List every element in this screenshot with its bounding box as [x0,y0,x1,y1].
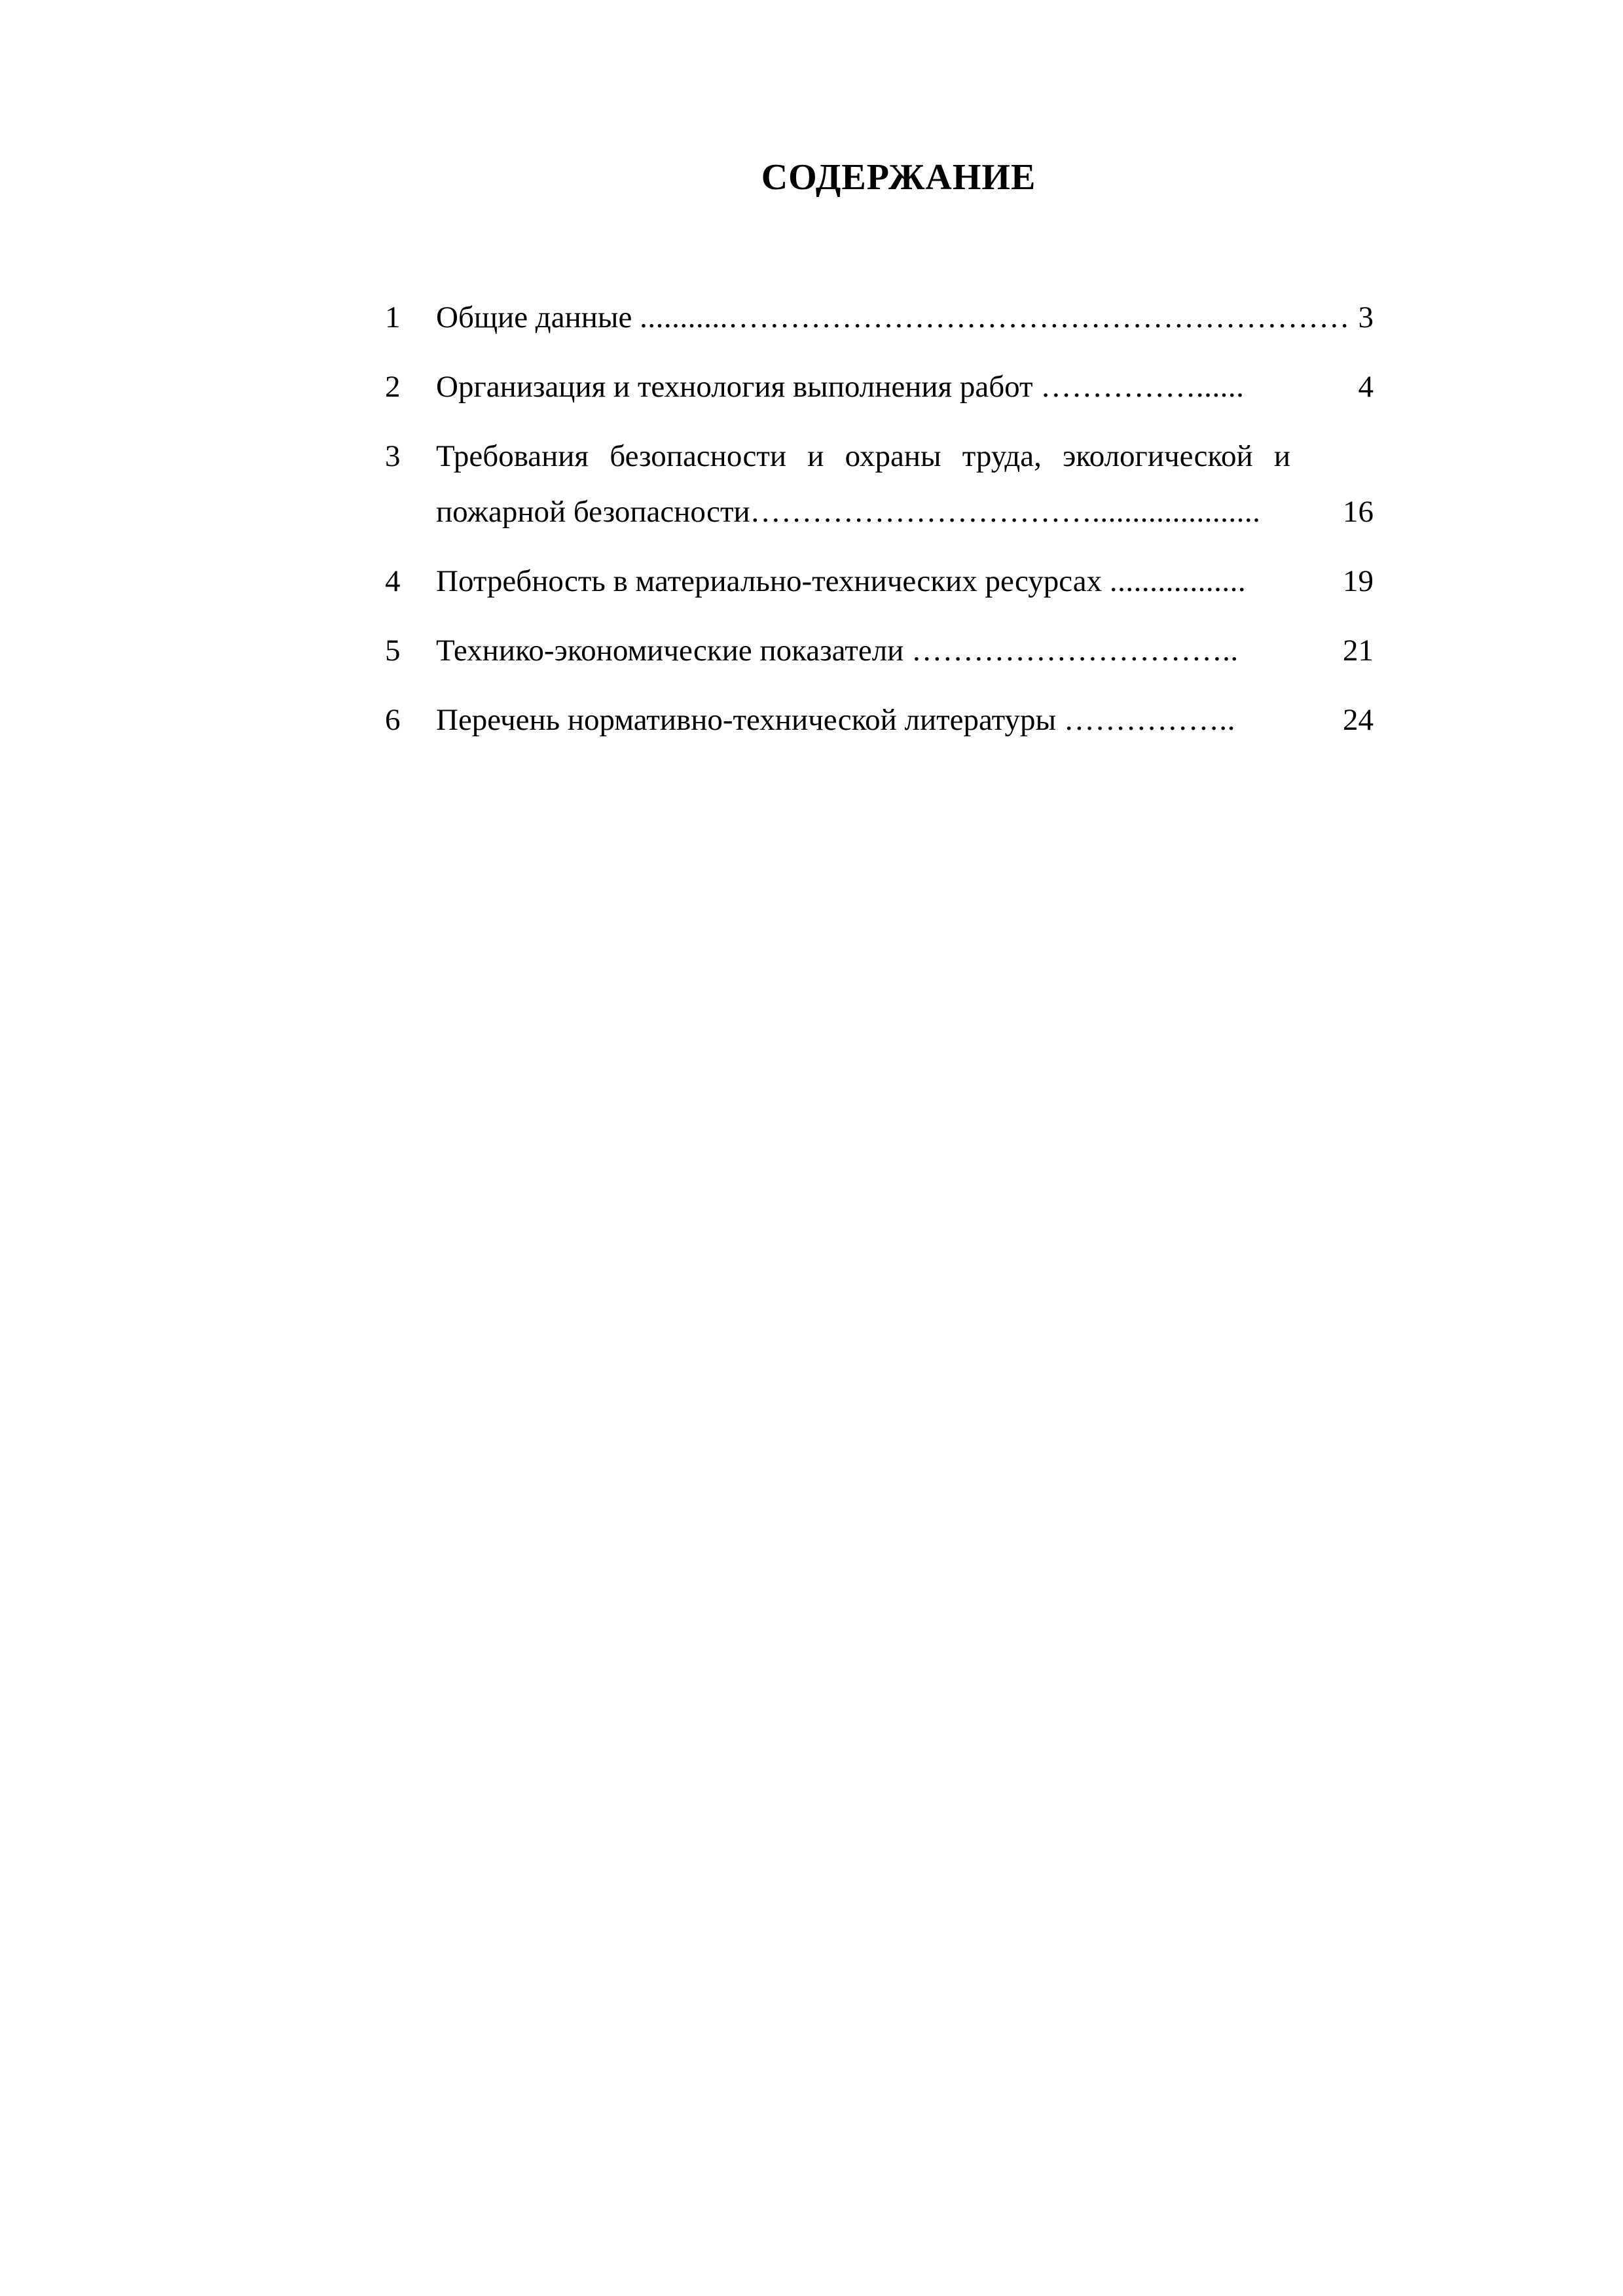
toc-entry-label: Перечень нормативно-технической литературы [436,703,1057,737]
toc-entry-number: 4 [385,564,401,598]
toc-leader-dots: ................. [1109,564,1247,598]
toc-entry-label: Потребность в материально-технических ресурсах [436,564,1103,598]
toc-entry-title [436,700,1235,740]
toc-entry-label: Общие данные [436,300,632,334]
toc-entry-page: 4 [1358,370,1374,404]
toc-entry-title [436,367,1244,406]
toc-entry-label: пожарной безопасности [436,495,750,529]
toc-entry-title [436,631,1239,670]
toc-entry-number: 1 [385,300,401,334]
toc-entry [385,631,1374,670]
table-of-contents [385,298,1374,770]
toc-entry-page: 3 [1358,300,1374,334]
toc-entry-title [436,437,1290,531]
toc-entry-number: 5 [385,634,401,668]
toc-entry-label: Организация и технология выполнения работ [436,370,1033,404]
toc-entry-label: Технико-экономические показатели [436,634,904,668]
toc-entry [385,562,1374,601]
toc-leader-dots: ……………...... [1040,370,1245,404]
toc-entry-label-line1: Требования безопасности и охраны труда, экологической и [436,439,1290,473]
toc-entry-page: 21 [1343,634,1374,668]
toc-entry-label-line2 [436,492,1290,531]
toc-entry-title [436,298,1350,337]
toc-entry-page: 16 [1343,495,1374,529]
toc-entry-page: 24 [1343,703,1374,737]
toc-entry-page: 19 [1343,564,1374,598]
toc-leader-dots: ………………………….. [911,634,1239,668]
toc-entry-title [436,562,1246,601]
toc-leader-dots: ...........…………………………………………………… [640,300,1350,334]
toc-entry [385,437,1374,531]
toc-leader-dots: …………….. [1063,703,1235,737]
toc-leader-dots: ……………………………..................... [750,495,1261,529]
toc-entry [385,700,1374,740]
toc-entry-number: 2 [385,370,401,404]
page-title: СОДЕРЖАНИЕ [761,157,1036,198]
toc-entry-number: 6 [385,703,401,737]
toc-entry [385,298,1374,337]
toc-entry-number: 3 [385,439,401,473]
toc-entry [385,367,1374,406]
